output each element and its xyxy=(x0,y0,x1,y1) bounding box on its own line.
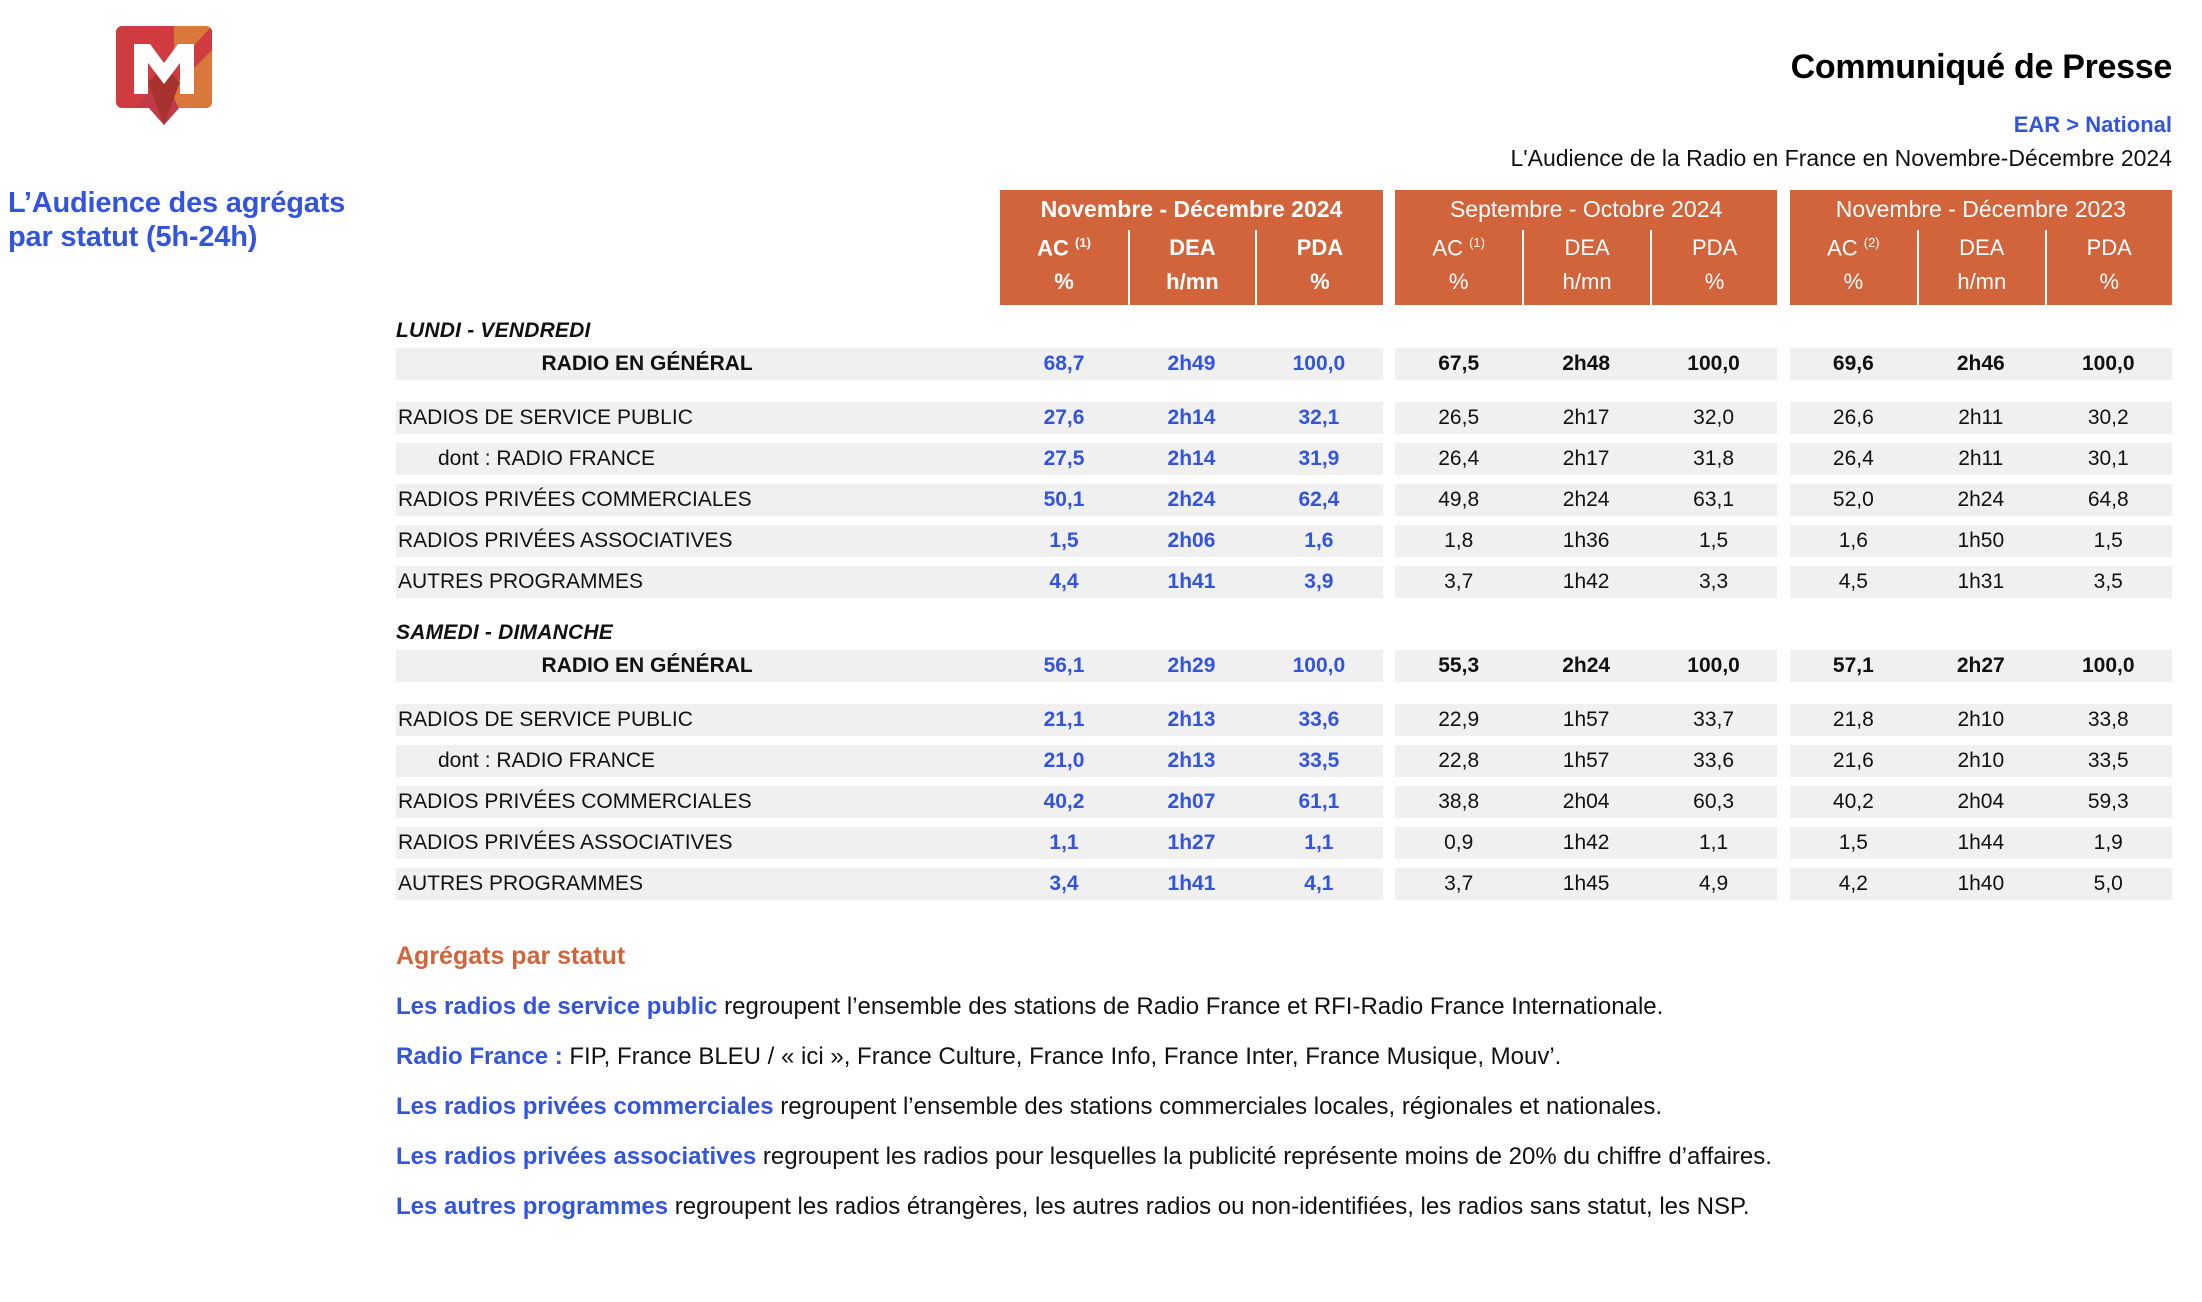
cell-value: 2h14 xyxy=(1128,443,1255,475)
cell-value: 2h24 xyxy=(1128,484,1255,516)
cell-value: 4,9 xyxy=(1650,868,1777,900)
corner-cell-3 xyxy=(396,265,1000,305)
row-gap xyxy=(396,777,2172,786)
col-head-dea-0: DEA xyxy=(1128,230,1255,265)
row-label: RADIOS DE SERVICE PUBLIC xyxy=(396,402,1000,434)
cell-value: 2h24 xyxy=(1522,650,1649,682)
cell-value: 22,8 xyxy=(1395,745,1522,777)
legend-line-1 xyxy=(396,1043,2186,1071)
cell-value: 30,1 xyxy=(2045,443,2172,475)
cell-value: 1,1 xyxy=(1000,827,1127,859)
cell-value: 1h50 xyxy=(1917,525,2044,557)
cell-value: 60,3 xyxy=(1650,786,1777,818)
row-label: RADIOS DE SERVICE PUBLIC xyxy=(396,704,1000,736)
cell-value: 4,4 xyxy=(1000,566,1127,598)
table-row xyxy=(396,525,2172,557)
cell-value: 2h10 xyxy=(1917,704,2044,736)
cell-value: 2h27 xyxy=(1917,650,2044,682)
cell-value: 26,4 xyxy=(1790,443,1917,475)
col-gap xyxy=(1383,827,1395,859)
table-row xyxy=(396,566,2172,598)
row-spacer xyxy=(396,380,2172,402)
legend-desc: regroupent l’ensemble des stations commerciales locales, régionales et nationales. xyxy=(773,1093,1663,1120)
cell-value: 61,1 xyxy=(1255,786,1382,818)
cell-value: 33,6 xyxy=(1650,745,1777,777)
col-unit-ac-2: % xyxy=(1790,265,1917,305)
corner-cell xyxy=(396,190,1000,230)
col-gap xyxy=(1777,827,1789,859)
legend-desc: regroupent les radios pour lesquelles la publicité représente moins de 20% du chiffre d’affaires. xyxy=(756,1143,1772,1170)
cell-value: 2h04 xyxy=(1522,786,1649,818)
legend-heading: Agrégats par statut xyxy=(396,942,626,970)
col-gap xyxy=(1383,402,1395,434)
col-gap xyxy=(1777,745,1789,777)
legend-term: Les radios privées associatives xyxy=(396,1143,757,1170)
cell-value: 1,6 xyxy=(1255,525,1382,557)
col-sup: (1) xyxy=(1075,235,1091,250)
col-name: AC xyxy=(1037,235,1069,261)
cell-value: 100,0 xyxy=(2045,650,2172,682)
cell-value: 2h13 xyxy=(1128,704,1255,736)
cell-value: 33,7 xyxy=(1650,704,1777,736)
cell-value: 33,8 xyxy=(2045,704,2172,736)
cell-value: 5,0 xyxy=(2045,868,2172,900)
col-gap xyxy=(1383,443,1395,475)
cell-value: 21,0 xyxy=(1000,745,1127,777)
cell-value: 49,8 xyxy=(1395,484,1522,516)
col-unit-pda-1: % xyxy=(1650,265,1777,305)
group-gap-2b xyxy=(1777,230,1789,265)
cell-value: 38,8 xyxy=(1395,786,1522,818)
cell-value: 1,1 xyxy=(1255,827,1382,859)
col-gap xyxy=(1777,443,1789,475)
cell-value: 2h10 xyxy=(1917,745,2044,777)
col-gap xyxy=(1777,566,1789,598)
col-head-dea-1: DEA xyxy=(1522,230,1649,265)
col-unit-dea-0: h/mn xyxy=(1128,265,1255,305)
legend-term: Les autres programmes xyxy=(396,1193,669,1220)
cell-value: 3,5 xyxy=(2045,566,2172,598)
col-name: AC xyxy=(1827,235,1858,261)
cell-value: 3,7 xyxy=(1395,868,1522,900)
cell-value: 2h04 xyxy=(1917,786,2044,818)
group-gap-2 xyxy=(1777,190,1789,230)
cell-value: 2h11 xyxy=(1917,443,2044,475)
col-gap xyxy=(1383,704,1395,736)
cell-value: 100,0 xyxy=(1650,650,1777,682)
row-label: AUTRES PROGRAMMES xyxy=(396,566,1000,598)
col-gap xyxy=(1777,525,1789,557)
cell-value: 69,6 xyxy=(1790,348,1917,380)
metric-header-row xyxy=(396,230,2172,265)
legend-line-0 xyxy=(396,993,2186,1021)
cell-value: 2h07 xyxy=(1128,786,1255,818)
cell-value: 57,1 xyxy=(1790,650,1917,682)
cell-value: 33,6 xyxy=(1255,704,1382,736)
legend-line-3 xyxy=(396,1143,2186,1171)
row-label: dont : RADIO FRANCE xyxy=(396,443,1000,475)
col-name: AC xyxy=(1432,235,1463,261)
table-row xyxy=(396,745,2172,777)
section-title-0: LUNDI - VENDREDI xyxy=(396,319,591,343)
col-gap xyxy=(1383,745,1395,777)
col-gap xyxy=(1383,484,1395,516)
legend-section xyxy=(396,942,2186,1243)
cell-value: 3,4 xyxy=(1000,868,1127,900)
cell-value: 1,5 xyxy=(1790,827,1917,859)
table-row xyxy=(396,868,2172,900)
group-title-1: Septembre - Octobre 2024 xyxy=(1395,190,1777,230)
section-title-row xyxy=(396,607,2172,650)
cell-value: 62,4 xyxy=(1255,484,1382,516)
cell-value: 52,0 xyxy=(1790,484,1917,516)
cell-value: 100,0 xyxy=(1255,348,1382,380)
table-row xyxy=(396,443,2172,475)
group-title-0: Novembre - Décembre 2024 xyxy=(1000,190,1382,230)
cell-value: 40,2 xyxy=(1790,786,1917,818)
mediametrie-logo xyxy=(112,22,216,132)
col-gap xyxy=(1777,650,1789,682)
cell-value: 1h31 xyxy=(1917,566,2044,598)
cell-value: 100,0 xyxy=(1255,650,1382,682)
col-sup: (1) xyxy=(1469,235,1485,250)
col-gap xyxy=(1383,786,1395,818)
legend-term: Les radios de service public xyxy=(396,993,718,1020)
audience-table xyxy=(396,190,2172,909)
cell-value: 68,7 xyxy=(1000,348,1127,380)
cell-value: 2h17 xyxy=(1522,402,1649,434)
col-head-ac-0 xyxy=(1000,230,1127,265)
legend-desc: regroupent l’ensemble des stations de Radio France et RFI-Radio France Internationale. xyxy=(717,993,1664,1020)
row-label: RADIOS PRIVÉES COMMERCIALES xyxy=(396,484,1000,516)
col-head-pda-0: PDA xyxy=(1255,230,1382,265)
cell-value: 1h42 xyxy=(1522,827,1649,859)
table-row xyxy=(396,827,2172,859)
legend-lines xyxy=(396,993,2186,1221)
cell-value: 3,3 xyxy=(1650,566,1777,598)
cell-value: 2h29 xyxy=(1128,650,1255,682)
logo-svg xyxy=(112,22,216,132)
cell-value: 4,1 xyxy=(1255,868,1382,900)
ear-national-label: EAR > National xyxy=(2013,112,2172,137)
cell-value: 26,4 xyxy=(1395,443,1522,475)
row-gap xyxy=(396,900,2172,909)
cell-value: 1h40 xyxy=(1917,868,2044,900)
col-unit-ac-0: % xyxy=(1000,265,1127,305)
table-row xyxy=(396,786,2172,818)
cell-value: 2h17 xyxy=(1522,443,1649,475)
cell-value: 3,7 xyxy=(1395,566,1522,598)
row-label: RADIOS PRIVÉES COMMERCIALES xyxy=(396,786,1000,818)
cell-value: 56,1 xyxy=(1000,650,1127,682)
col-unit-pda-0: % xyxy=(1255,265,1382,305)
cell-value: 40,2 xyxy=(1000,786,1127,818)
row-gap xyxy=(396,859,2172,868)
col-head-pda-1: PDA xyxy=(1650,230,1777,265)
col-gap xyxy=(1777,868,1789,900)
cell-value: 50,1 xyxy=(1000,484,1127,516)
press-release-title: Communiqué de Presse xyxy=(1790,48,2172,86)
report-subtitle: L'Audience de la Radio en France en Novembre-Décembre 2024 xyxy=(1510,145,2172,171)
cell-value: 1,5 xyxy=(1000,525,1127,557)
col-sup: (2) xyxy=(1863,235,1880,250)
cell-value: 1,6 xyxy=(1790,525,1917,557)
table-row xyxy=(396,402,2172,434)
table-body xyxy=(396,305,2172,909)
table-row xyxy=(396,348,2172,380)
group-header-row xyxy=(396,190,2172,230)
cell-value: 3,9 xyxy=(1255,566,1382,598)
cell-value: 1h45 xyxy=(1522,868,1649,900)
cell-value: 1h36 xyxy=(1522,525,1649,557)
cell-value: 64,8 xyxy=(2045,484,2172,516)
table-row xyxy=(396,650,2172,682)
cell-value: 1h57 xyxy=(1522,745,1649,777)
cell-value: 1h57 xyxy=(1522,704,1649,736)
cell-value: 33,5 xyxy=(1255,745,1382,777)
section-title-row xyxy=(396,305,2172,348)
col-gap xyxy=(1383,650,1395,682)
col-gap xyxy=(1383,348,1395,380)
legend-desc: regroupent les radios étrangères, les autres radios ou non-identifiées, les radios sans statut, les NSP. xyxy=(668,1193,1750,1220)
row-label: RADIOS PRIVÉES ASSOCIATIVES xyxy=(396,525,1000,557)
legend-term: Les radios privées commerciales xyxy=(396,1093,774,1120)
cell-value: 1h41 xyxy=(1128,566,1255,598)
cell-value: 59,3 xyxy=(2045,786,2172,818)
cell-value: 63,1 xyxy=(1650,484,1777,516)
cell-value: 1h27 xyxy=(1128,827,1255,859)
col-gap xyxy=(1777,786,1789,818)
group-gap-1b xyxy=(1383,230,1395,265)
cell-value: 21,6 xyxy=(1790,745,1917,777)
col-unit-ac-1: % xyxy=(1395,265,1522,305)
cell-value: 2h24 xyxy=(1522,484,1649,516)
cell-value: 2h24 xyxy=(1917,484,2044,516)
col-unit-dea-1: h/mn xyxy=(1522,265,1649,305)
cell-value: 2h48 xyxy=(1522,348,1649,380)
cell-value: 1,5 xyxy=(1650,525,1777,557)
cell-value: 22,9 xyxy=(1395,704,1522,736)
legend-line-2 xyxy=(396,1093,2186,1121)
cell-value: 67,5 xyxy=(1395,348,1522,380)
row-label: RADIOS PRIVÉES ASSOCIATIVES xyxy=(396,827,1000,859)
cell-value: 33,5 xyxy=(2045,745,2172,777)
cell-value: 1,9 xyxy=(2045,827,2172,859)
group-gap-1 xyxy=(1383,190,1395,230)
col-unit-dea-2: h/mn xyxy=(1917,265,2044,305)
row-gap xyxy=(396,598,2172,607)
col-gap xyxy=(1383,566,1395,598)
col-head-ac-1 xyxy=(1395,230,1522,265)
cell-value: 100,0 xyxy=(1650,348,1777,380)
cell-value: 1,5 xyxy=(2045,525,2172,557)
row-gap xyxy=(396,516,2172,525)
cell-value: 32,0 xyxy=(1650,402,1777,434)
cell-value: 1h42 xyxy=(1522,566,1649,598)
col-head-pda-2: PDA xyxy=(2045,230,2172,265)
cell-value: 4,5 xyxy=(1790,566,1917,598)
row-gap xyxy=(396,818,2172,827)
cell-value: 2h14 xyxy=(1128,402,1255,434)
cell-value: 2h13 xyxy=(1128,745,1255,777)
row-gap xyxy=(396,557,2172,566)
cell-value: 2h11 xyxy=(1917,402,2044,434)
cell-value: 1,8 xyxy=(1395,525,1522,557)
col-head-dea-2: DEA xyxy=(1917,230,2044,265)
cell-value: 55,3 xyxy=(1395,650,1522,682)
table-head xyxy=(396,190,2172,305)
cell-value: 1,1 xyxy=(1650,827,1777,859)
cell-value: 21,8 xyxy=(1790,704,1917,736)
col-gap xyxy=(1777,484,1789,516)
legend-line-4 xyxy=(396,1193,2186,1221)
cell-value: 30,2 xyxy=(2045,402,2172,434)
cell-value: 26,5 xyxy=(1395,402,1522,434)
cell-value: 27,6 xyxy=(1000,402,1127,434)
row-label: RADIO EN GÉNÉRAL xyxy=(396,348,1000,380)
col-gap xyxy=(1777,704,1789,736)
section-title-1: SAMEDI - DIMANCHE xyxy=(396,621,613,645)
row-label: dont : RADIO FRANCE xyxy=(396,745,1000,777)
legend-desc: FIP, France BLEU / « ici », France Culture, France Info, France Inter, France Musique, Mouv’. xyxy=(562,1043,1562,1070)
row-spacer xyxy=(396,682,2172,704)
group-title-2: Novembre - Décembre 2023 xyxy=(1790,190,2172,230)
cell-value: 31,8 xyxy=(1650,443,1777,475)
row-gap xyxy=(396,475,2172,484)
cell-value: 1h41 xyxy=(1128,868,1255,900)
page-title: L’Audience des agrégats par statut (5h-24h) xyxy=(8,187,346,254)
row-label: RADIO EN GÉNÉRAL xyxy=(396,650,1000,682)
col-head-ac-2 xyxy=(1790,230,1917,265)
cell-value: 0,9 xyxy=(1395,827,1522,859)
row-gap xyxy=(396,736,2172,745)
cell-value: 2h06 xyxy=(1128,525,1255,557)
cell-value: 21,1 xyxy=(1000,704,1127,736)
col-gap xyxy=(1383,868,1395,900)
row-gap xyxy=(396,434,2172,443)
col-gap xyxy=(1777,402,1789,434)
cell-value: 31,9 xyxy=(1255,443,1382,475)
group-gap-2c xyxy=(1777,265,1789,305)
cell-value: 2h49 xyxy=(1128,348,1255,380)
col-unit-pda-2: % xyxy=(2045,265,2172,305)
group-gap-1c xyxy=(1383,265,1395,305)
corner-cell-2 xyxy=(396,230,1000,265)
legend-term: Radio France : xyxy=(396,1043,563,1070)
col-gap xyxy=(1777,348,1789,380)
col-gap xyxy=(1383,525,1395,557)
cell-value: 27,5 xyxy=(1000,443,1127,475)
audience-table-container xyxy=(396,190,2172,909)
cell-value: 32,1 xyxy=(1255,402,1382,434)
table-row xyxy=(396,484,2172,516)
table-row xyxy=(396,704,2172,736)
unit-header-row xyxy=(396,265,2172,305)
cell-value: 4,2 xyxy=(1790,868,1917,900)
cell-value: 100,0 xyxy=(2045,348,2172,380)
row-label: AUTRES PROGRAMMES xyxy=(396,868,1000,900)
cell-value: 26,6 xyxy=(1790,402,1917,434)
cell-value: 1h44 xyxy=(1917,827,2044,859)
cell-value: 2h46 xyxy=(1917,348,2044,380)
